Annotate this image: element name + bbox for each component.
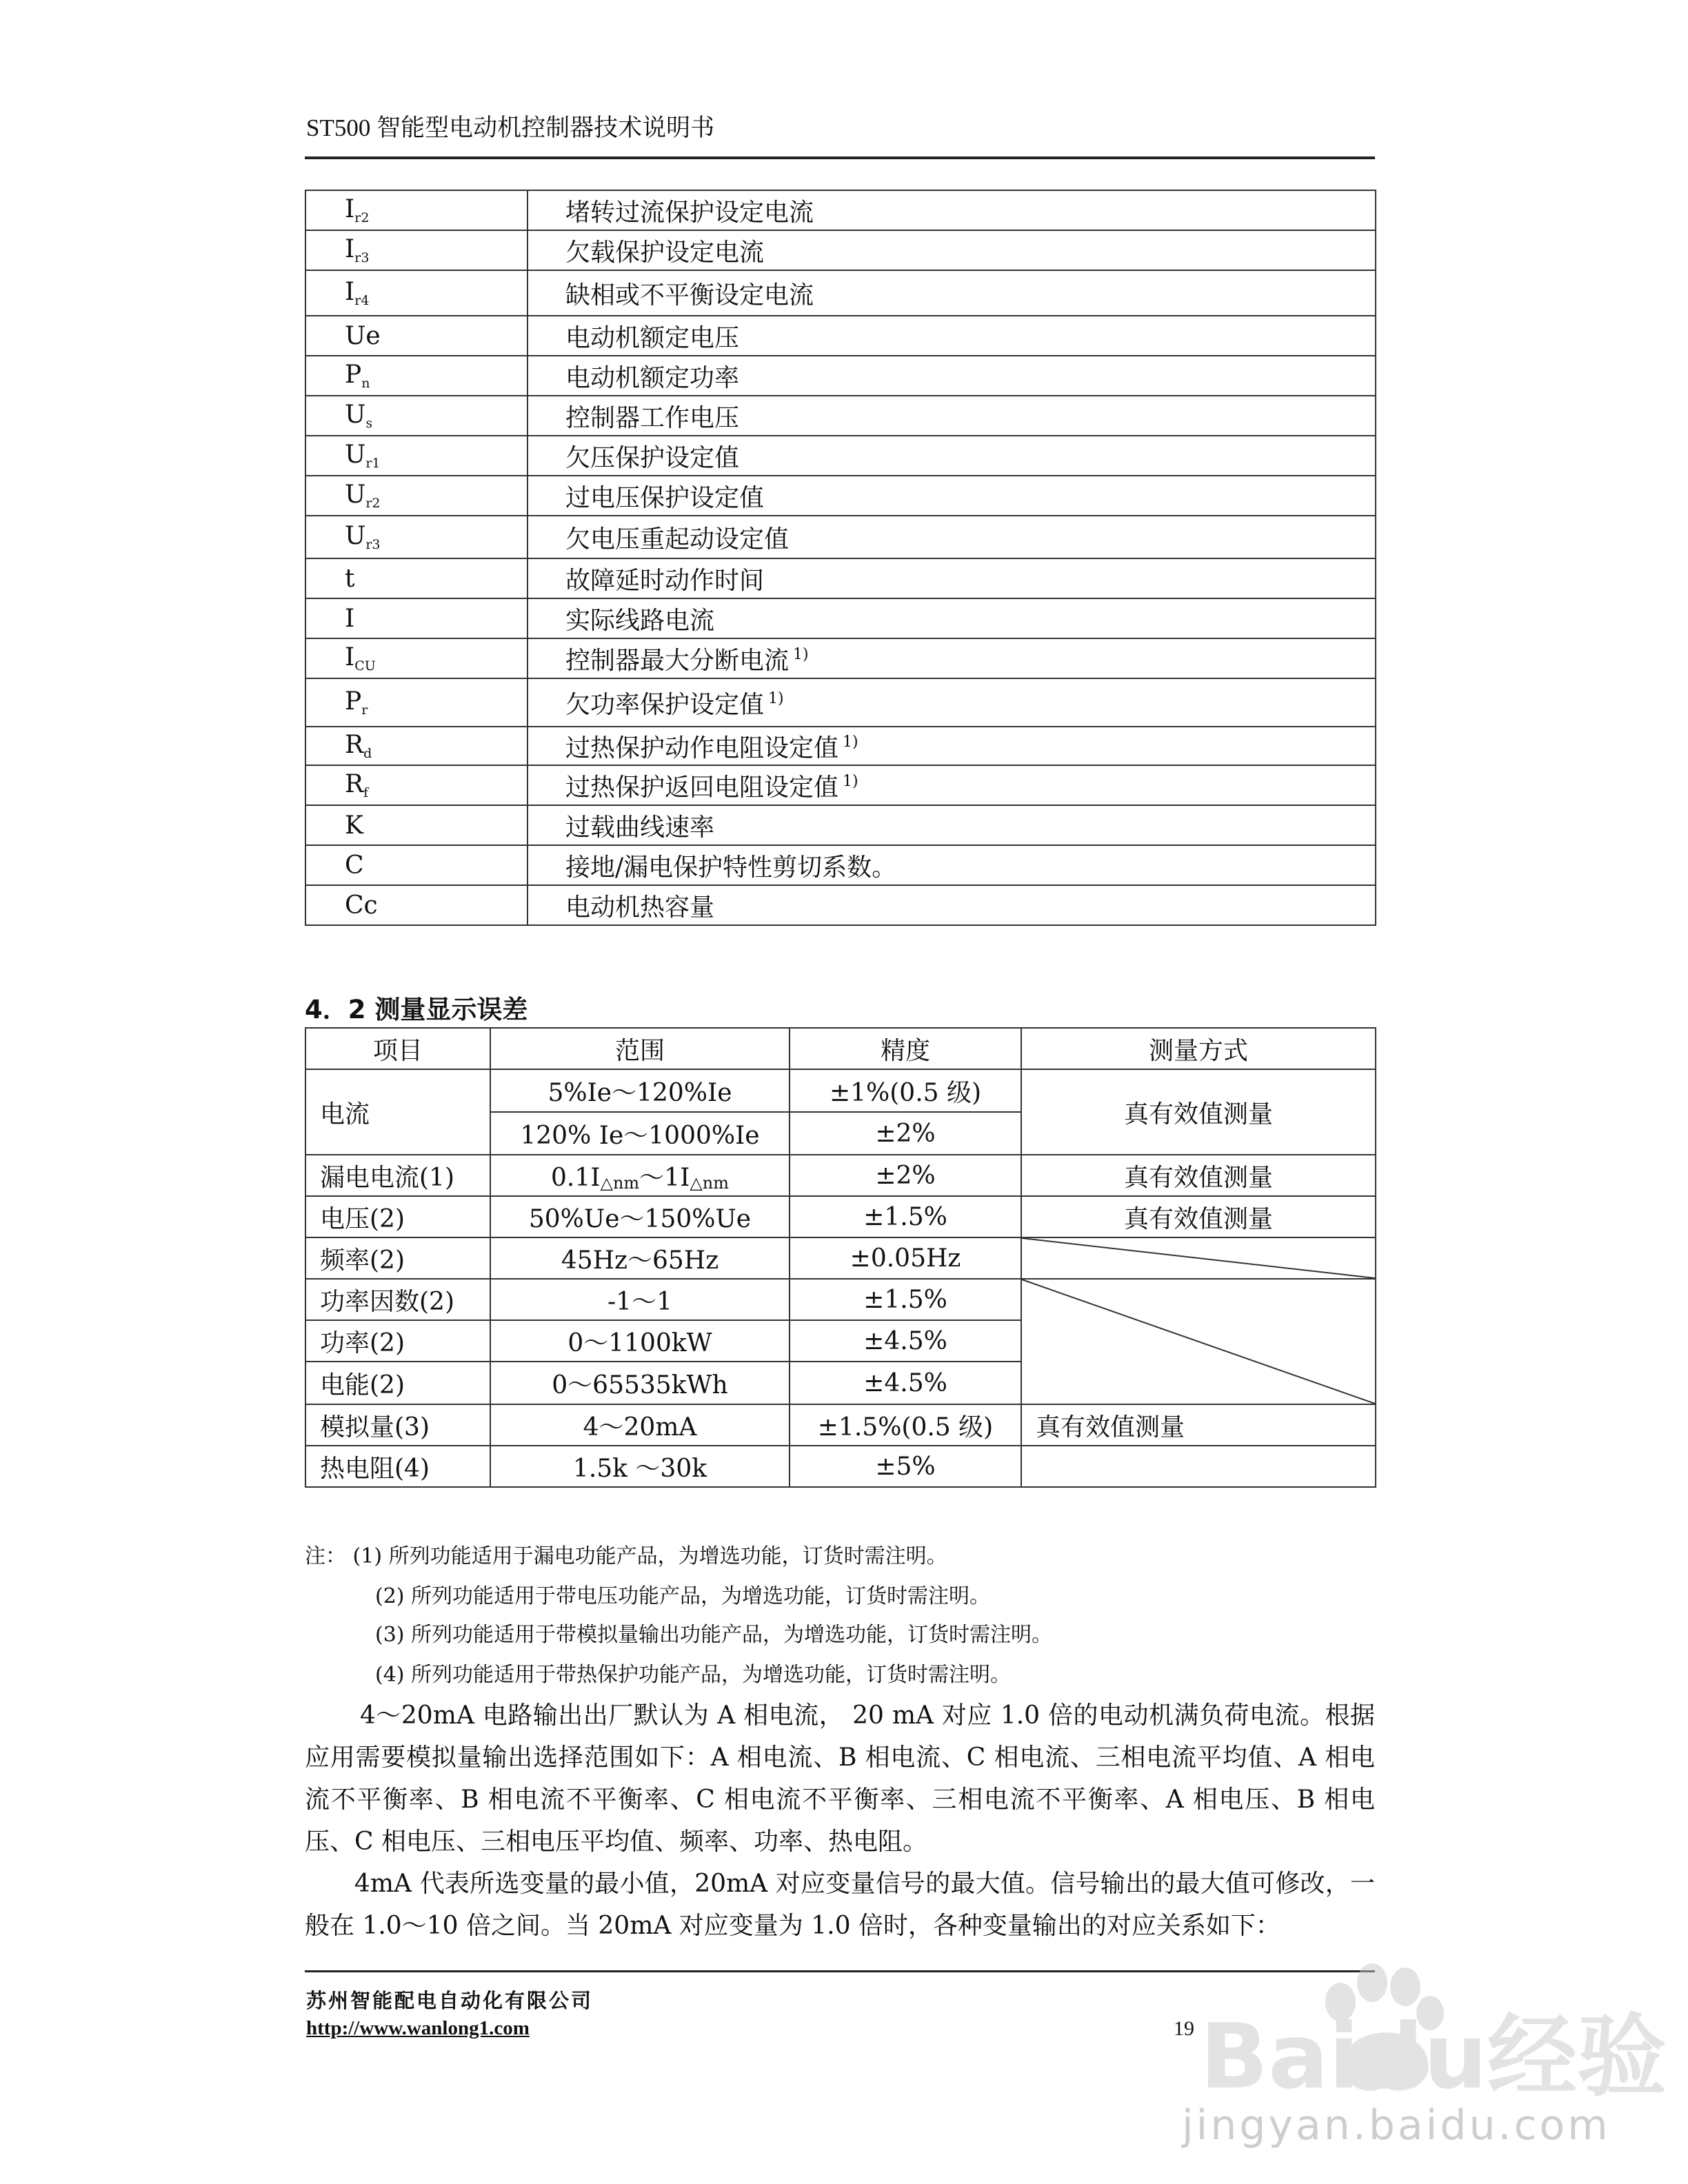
symbol-subscript: r2 <box>365 496 381 511</box>
symbol-base: Cc <box>345 891 378 920</box>
symbol-base: I <box>345 195 355 223</box>
description-cell <box>528 765 1376 805</box>
symbol-cell <box>305 805 528 845</box>
description-text: 电动机额定功率 <box>565 363 740 392</box>
description-cell <box>528 356 1376 396</box>
symbol-base: I <box>345 235 355 263</box>
accuracy-cell: ±5% <box>790 1446 1021 1487</box>
symbol-base: Ue <box>345 321 381 350</box>
symbol-base: I <box>345 278 355 306</box>
table-row <box>305 1196 1376 1237</box>
description-cell <box>528 190 1376 230</box>
section-title: 4．2 测量显示误差 <box>305 995 528 1024</box>
description-text: 过载曲线速率 <box>565 813 715 842</box>
range-text: ～1I <box>639 1163 690 1192</box>
table-row <box>305 476 1376 516</box>
description-text: 电动机热容量 <box>565 893 715 922</box>
description-text: 实际线路电流 <box>565 606 715 635</box>
symbol-cell <box>305 727 528 765</box>
description-cell <box>528 678 1376 727</box>
symbol-base: R <box>345 731 364 759</box>
description-text: 过热保护返回电阻设定值 <box>565 773 839 802</box>
range-cell: -1～1 <box>490 1279 790 1320</box>
accuracy-cell: ±1%(0.5 级) <box>790 1069 1021 1112</box>
table-row <box>305 1237 1376 1279</box>
symbol-subscript: r3 <box>365 537 381 552</box>
description-cell <box>528 727 1376 765</box>
row-label: 电压(2) <box>305 1196 490 1237</box>
symbol-subscript: r3 <box>354 250 370 265</box>
watermark-text: Baidu经验 <box>1200 2004 1667 2109</box>
symbol-base: U <box>345 522 366 550</box>
table-row <box>305 805 1376 845</box>
page-number: 19 <box>1174 2017 1194 2040</box>
symbol-subscript: r4 <box>354 293 370 308</box>
table-row <box>305 316 1376 356</box>
table-row <box>305 558 1376 598</box>
table-header-row <box>305 1028 1376 1069</box>
range-text: 0.1I <box>551 1163 601 1192</box>
table-row <box>305 1404 1376 1446</box>
diagonal-line <box>1022 1238 1375 1278</box>
footnote-marker: 1) <box>768 689 784 707</box>
description-text: 欠电压重起动设定值 <box>565 525 790 554</box>
paragraph-signal-range: 4mA 代表所选变量的最小值，20mA 对应变量信号的最大值。信号输出的最大值可修改，一般在 1.0～10 倍之间。当 20mA 对应变量为 1.0 倍时，各种变量输出的对应关系如下： <box>305 1870 1375 1940</box>
footnote-marker: 1) <box>793 645 809 663</box>
description-cell <box>528 845 1376 885</box>
row-label: 电流 <box>305 1069 490 1155</box>
symbol-base: U <box>345 401 366 429</box>
row-label: 功率(2) <box>305 1320 490 1362</box>
range-cell: 4～20mA <box>490 1404 790 1446</box>
description-text: 电动机额定电压 <box>565 323 740 352</box>
table-row <box>305 436 1376 476</box>
note-4: (4) 所列功能适用于带热保护功能产品，为增选功能，订货时需注明。 <box>375 1663 1012 1687</box>
table-row <box>305 678 1376 727</box>
range-subscript: △nm <box>600 1173 640 1193</box>
description-cell <box>528 316 1376 356</box>
accuracy-cell: ±2% <box>790 1112 1021 1155</box>
row-label: 模拟量(3) <box>305 1404 490 1446</box>
empty-diagonal-cell <box>1021 1279 1376 1404</box>
description-text: 过电压保护设定值 <box>565 483 765 512</box>
symbol-cell <box>305 845 528 885</box>
symbol-cell <box>305 638 528 678</box>
symbol-base: R <box>345 770 364 798</box>
symbol-cell <box>305 678 528 727</box>
range-cell: 50%Ue～150%Ue <box>490 1196 790 1237</box>
range-cell: 0～1100kW <box>490 1320 790 1362</box>
description-cell <box>528 558 1376 598</box>
description-cell <box>528 805 1376 845</box>
table-row <box>305 885 1376 925</box>
symbol-cell <box>305 558 528 598</box>
accuracy-cell: ±1.5% <box>790 1196 1021 1237</box>
symbol-subscript: r1 <box>365 456 381 471</box>
description-text: 接地/漏电保护特性剪切系数。 <box>565 853 897 882</box>
symbol-cell <box>305 476 528 516</box>
method-cell: 真有效值测量 <box>1021 1069 1376 1155</box>
range-cell: 120% Ie～1000%Ie <box>490 1112 790 1155</box>
accuracy-cell: ±2% <box>790 1155 1021 1196</box>
row-label: 热电阻(4) <box>305 1446 490 1487</box>
description-cell <box>528 270 1376 316</box>
footnote-marker: 1) <box>843 733 858 751</box>
method-cell: 真有效值测量 <box>1021 1155 1376 1196</box>
accuracy-cell: ±4.5% <box>790 1362 1021 1404</box>
description-text: 控制器工作电压 <box>565 403 740 432</box>
symbol-subscript: s <box>365 416 373 431</box>
symbol-cell <box>305 436 528 476</box>
description-cell <box>528 436 1376 476</box>
table-row <box>305 598 1376 638</box>
row-label: 功率因数(2) <box>305 1279 490 1320</box>
method-cell: 真有效值测量 <box>1021 1196 1376 1237</box>
symbol-base: P <box>345 687 362 716</box>
symbol-subscript: f <box>363 785 369 800</box>
table-row <box>305 396 1376 436</box>
symbol-subscript: r <box>361 702 368 718</box>
symbol-base: C <box>345 851 364 880</box>
footer-url-link[interactable]: http://www.wanlong1.com <box>306 2017 530 2039</box>
table-row <box>305 727 1376 765</box>
description-text: 欠压保护设定值 <box>565 443 740 472</box>
diagonal-line <box>1022 1280 1375 1404</box>
description-text: 欠功率保护设定值 <box>565 690 765 719</box>
table-row <box>305 765 1376 805</box>
note-3: (3) 所列功能适用于带模拟量输出功能产品，为增选功能，订货时需注明。 <box>375 1623 1053 1647</box>
table-row <box>305 1069 1376 1112</box>
header-accuracy: 精度 <box>790 1028 1021 1069</box>
table-row <box>305 190 1376 230</box>
description-cell <box>528 230 1376 270</box>
symbol-table <box>305 190 1376 926</box>
description-cell <box>528 396 1376 436</box>
symbol-cell <box>305 885 528 925</box>
note-2: (2) 所列功能适用于带电压功能产品，为增选功能，订货时需注明。 <box>375 1584 991 1608</box>
header-divider <box>305 156 1375 159</box>
symbol-subscript: n <box>361 376 370 391</box>
symbol-cell <box>305 356 528 396</box>
empty-diagonal-cell <box>1021 1237 1376 1279</box>
accuracy-cell: ±0.05Hz <box>790 1237 1021 1279</box>
symbol-cell <box>305 316 528 356</box>
symbol-cell <box>305 190 528 230</box>
description-text: 过热保护动作电阻设定值 <box>565 734 839 762</box>
measurement-error-table <box>305 1027 1376 1488</box>
symbol-base: U <box>345 441 366 469</box>
range-cell: 5%Ie～120%Ie <box>490 1069 790 1112</box>
symbol-cell <box>305 516 528 558</box>
description-cell <box>528 476 1376 516</box>
page-header-title: ST500 智能型电动机控制器技术说明书 <box>306 114 715 141</box>
range-cell: 0～65535kWh <box>490 1362 790 1404</box>
symbol-base: I <box>345 643 355 671</box>
paragraph-analog-output: 4～20mA 电路输出出厂默认为 A 相电流， 20 mA 对应 1.0 倍的电动机满负荷电流。根据应用需要模拟量输出选择范围如下：A 相电流、B 相电流、C 相电流、三相电流平均值、A 相电流不平衡率、B 相电流不平衡率、C 相电流不平衡率、三相电流不平衡率、A 相电压、B 相电压、C 相电压、三相电压平均值、频率、功率、热电阻。 <box>305 1701 1375 1856</box>
table-row <box>305 270 1376 316</box>
symbol-base: I <box>345 604 355 633</box>
symbol-base: K <box>345 811 363 840</box>
row-label: 漏电电流(1) <box>305 1155 490 1196</box>
row-label: 电能(2) <box>305 1362 490 1404</box>
symbol-subscript: CU <box>354 658 376 674</box>
row-label: 频率(2) <box>305 1237 490 1279</box>
accuracy-cell: ±1.5%(0.5 级) <box>790 1404 1021 1446</box>
table-row <box>305 356 1376 396</box>
description-cell <box>528 638 1376 678</box>
symbol-base: P <box>345 361 362 389</box>
table-row <box>305 845 1376 885</box>
symbol-cell <box>305 396 528 436</box>
table-row <box>305 1155 1376 1196</box>
accuracy-cell: ±4.5% <box>790 1320 1021 1362</box>
header-item: 项目 <box>305 1028 490 1069</box>
symbol-base: t <box>345 564 355 593</box>
watermark-subtext: jingyan.baidu.com <box>1182 2101 1611 2150</box>
symbol-cell <box>305 270 528 316</box>
symbol-cell <box>305 230 528 270</box>
description-cell <box>528 516 1376 558</box>
header-method: 测量方式 <box>1021 1028 1376 1069</box>
description-cell <box>528 598 1376 638</box>
table-row <box>305 230 1376 270</box>
footer-company: 苏州智能配电自动化有限公司 <box>306 1989 594 2012</box>
description-text: 控制器最大分断电流 <box>565 646 790 675</box>
method-cell: 真有效值测量 <box>1021 1404 1376 1446</box>
table-row <box>305 1446 1376 1487</box>
table-row <box>305 516 1376 558</box>
range-cell: 1.5k ～30k <box>490 1446 790 1487</box>
range-cell: 45Hz～65Hz <box>490 1237 790 1279</box>
symbol-base: U <box>345 481 366 509</box>
description-text: 缺相或不平衡设定电流 <box>565 281 814 310</box>
symbol-subscript: d <box>363 746 372 761</box>
description-cell <box>528 885 1376 925</box>
range-cell <box>490 1155 790 1196</box>
table-row <box>305 638 1376 678</box>
symbol-cell <box>305 598 528 638</box>
header-range: 范围 <box>490 1028 790 1069</box>
range-subscript: △nm <box>690 1173 729 1193</box>
description-text: 欠载保护设定电流 <box>565 238 765 267</box>
note-1: 注： (1) 所列功能适用于漏电功能产品，为增选功能，订货时需注明。 <box>305 1544 947 1568</box>
table-row <box>305 1279 1376 1320</box>
footnote-marker: 1) <box>843 772 858 790</box>
description-text: 故障延时动作时间 <box>565 566 765 595</box>
method-cell <box>1021 1446 1376 1487</box>
description-text: 堵转过流保护设定电流 <box>565 198 814 227</box>
symbol-subscript: r2 <box>354 210 370 225</box>
symbol-cell <box>305 765 528 805</box>
accuracy-cell: ±1.5% <box>790 1279 1021 1320</box>
